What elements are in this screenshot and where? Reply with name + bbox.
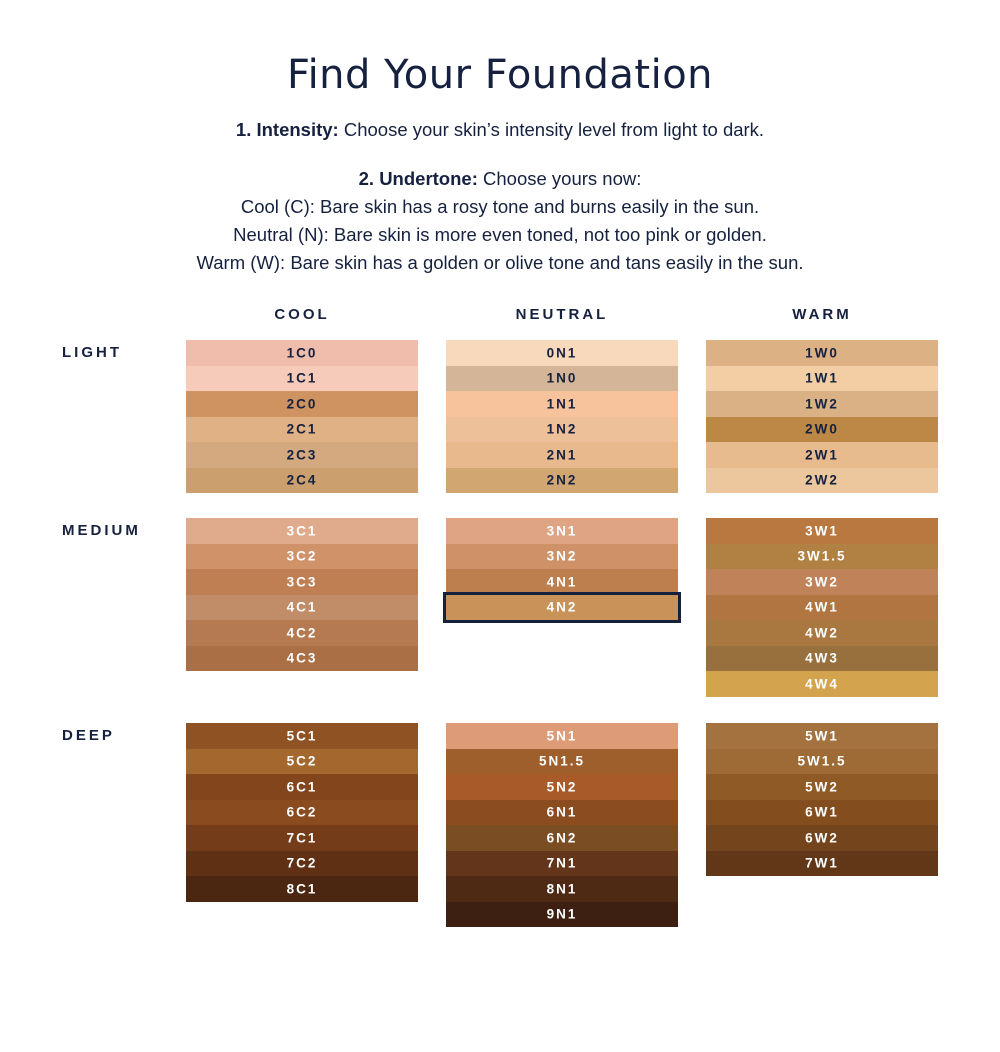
shade-name: 4W1 (805, 599, 839, 615)
shade-swatch[interactable] (186, 851, 418, 877)
shade-name: 1N0 (546, 370, 578, 386)
shade-swatch[interactable] (706, 646, 938, 672)
shade-swatch[interactable] (446, 544, 678, 570)
shade-swatch[interactable] (446, 569, 678, 595)
shade-swatch[interactable] (186, 774, 418, 800)
row-label-medium: MEDIUM (62, 522, 141, 539)
shade-name: 7C2 (286, 855, 318, 871)
shade-swatch[interactable] (706, 340, 938, 366)
shade-name: 7W1 (805, 855, 839, 871)
shade-swatch[interactable] (446, 391, 678, 417)
column-header-neutral: NEUTRAL (515, 306, 609, 323)
shade-swatch[interactable] (706, 774, 938, 800)
shade-name: 2C1 (286, 421, 318, 437)
shade-name: 3N2 (546, 548, 578, 564)
swatch-stack-deep-cool (186, 723, 418, 902)
step-1-label: 1. Intensity: (235, 119, 339, 140)
shade-swatch[interactable] (186, 595, 418, 621)
shade-name: 5W1.5 (797, 753, 847, 769)
shade-swatch[interactable] (186, 825, 418, 851)
shade-swatch[interactable] (186, 366, 418, 392)
shade-name: 2C0 (286, 396, 318, 412)
shade-name: 6N1 (546, 804, 578, 820)
shade-name: 9N1 (546, 906, 578, 922)
shade-name: 2W2 (805, 472, 839, 488)
shade-name: 2N2 (546, 472, 578, 488)
shade-name: 4N1 (546, 574, 578, 590)
column-header-cool: COOL (274, 306, 330, 323)
step-2-text: Choose yours now: (483, 168, 642, 189)
instruction-step-2 (0, 165, 1000, 192)
shade-swatch[interactable] (186, 391, 418, 417)
shade-swatch[interactable] (446, 723, 678, 749)
shade-swatch[interactable] (446, 620, 678, 646)
shade-name: 5N2 (546, 779, 578, 795)
shade-name: 2W0 (805, 421, 839, 437)
shade-swatch[interactable] (186, 876, 418, 902)
shade-swatch[interactable] (446, 876, 678, 902)
shade-swatch[interactable] (706, 569, 938, 595)
shade-swatch[interactable] (446, 366, 678, 392)
shade-swatch[interactable] (706, 671, 938, 697)
shade-name: 5W1 (805, 728, 839, 744)
instructions (0, 116, 1000, 276)
foundation-shade-finder (0, 52, 1000, 1052)
shade-swatch[interactable] (186, 800, 418, 826)
shade-name: 3C3 (286, 574, 318, 590)
shade-swatch[interactable] (706, 800, 938, 826)
shade-name: 1W0 (805, 345, 839, 361)
undertone-warm-description: Warm (W): Bare skin has a golden or olive tone and tans easily in the sun. (196, 252, 804, 273)
shade-name: 2W1 (805, 447, 839, 463)
shade-swatch[interactable] (446, 851, 678, 877)
shade-name: 3W1 (805, 523, 839, 539)
shade-name: 4N2 (546, 599, 578, 615)
shade-name: 3C1 (286, 523, 318, 539)
shade-name: 4W3 (805, 650, 839, 666)
shade-swatch[interactable] (706, 851, 938, 877)
instruction-step-1 (0, 116, 1000, 143)
swatch-stack-light-cool (186, 340, 418, 493)
shade-name: 6C2 (286, 804, 318, 820)
shade-name: 6N2 (546, 830, 578, 846)
shade-name: 4W2 (805, 625, 839, 641)
shade-swatch[interactable] (446, 595, 678, 621)
shade-swatch[interactable] (186, 620, 418, 646)
shade-name: 0N1 (546, 345, 578, 361)
shade-name: 1N1 (546, 396, 578, 412)
swatch-stack-medium-cool (186, 518, 418, 671)
column-header-warm: WARM (792, 306, 852, 323)
shade-swatch[interactable] (706, 825, 938, 851)
swatch-stack-deep-neutral (446, 723, 678, 927)
page-title: Find Your Foundation (286, 52, 714, 98)
shade-name: 3N1 (546, 523, 578, 539)
shade-swatch[interactable] (706, 468, 938, 494)
shade-swatch[interactable] (706, 749, 938, 775)
shade-name: 1N2 (546, 421, 578, 437)
shade-name: 2C4 (286, 472, 318, 488)
shade-swatch[interactable] (186, 417, 418, 443)
shade-name: 3W1.5 (797, 548, 847, 564)
undertone-cool-description: Cool (C): Bare skin has a rosy tone and burns easily in the sun. (240, 196, 760, 217)
shade-name: 4W4 (805, 676, 839, 692)
shade-swatch[interactable] (186, 749, 418, 775)
shade-swatch[interactable] (706, 723, 938, 749)
shade-name: 4C1 (286, 599, 318, 615)
shade-name: 3C2 (286, 548, 318, 564)
shade-swatch[interactable] (706, 417, 938, 443)
shade-name: 5C1 (286, 728, 318, 744)
shade-name: 5N1 (546, 728, 578, 744)
row-deep (0, 713, 1000, 933)
shade-name: 6C1 (286, 779, 318, 795)
row-light (0, 328, 1000, 508)
column-headers (0, 302, 1000, 328)
shade-name: 2C3 (286, 447, 318, 463)
shade-name: 4N3 (546, 625, 578, 641)
shade-swatch[interactable] (706, 442, 938, 468)
shade-swatch[interactable] (186, 569, 418, 595)
shade-swatch[interactable] (706, 544, 938, 570)
shade-swatch[interactable] (446, 468, 678, 494)
shade-swatch[interactable] (186, 544, 418, 570)
shade-name: 1W2 (805, 396, 839, 412)
shade-name: 5W2 (805, 779, 839, 795)
undertone-neutral-description: Neutral (N): Bare skin is more even toned, not too pink or golden. (233, 224, 767, 245)
shade-swatch[interactable] (446, 417, 678, 443)
shade-name: 5N1.5 (538, 753, 586, 769)
shade-swatch[interactable] (186, 723, 418, 749)
shade-name: 6W1 (805, 804, 839, 820)
shade-name: 5C2 (286, 753, 318, 769)
shade-name: 1W1 (805, 370, 839, 386)
step-2-label: 2. Undertone: (358, 168, 478, 189)
shade-name: 4C2 (286, 625, 318, 641)
swatch-stack-deep-warm (706, 723, 938, 876)
row-label-light: LIGHT (62, 344, 122, 361)
shade-name: 2N1 (546, 447, 578, 463)
swatch-stack-light-neutral (446, 340, 678, 493)
shade-name: 1C1 (286, 370, 318, 386)
shade-swatch[interactable] (446, 340, 678, 366)
swatch-stack-light-warm (706, 340, 938, 493)
shade-name: 8N1 (546, 881, 578, 897)
shade-name: 4C3 (286, 650, 318, 666)
shade-grid (0, 302, 1000, 933)
shade-name: 8C1 (286, 881, 318, 897)
shade-swatch[interactable] (186, 646, 418, 672)
shade-name: 6W2 (805, 830, 839, 846)
step-1-text: Choose your skin’s intensity level from light to dark. (343, 119, 765, 140)
shade-swatch[interactable] (186, 518, 418, 544)
shade-swatch[interactable] (706, 366, 938, 392)
shade-swatch[interactable] (446, 774, 678, 800)
shade-swatch[interactable] (446, 902, 678, 928)
shade-swatch[interactable] (186, 442, 418, 468)
shade-name: 7N1 (546, 855, 578, 871)
shade-swatch[interactable] (446, 825, 678, 851)
shade-name: 1C0 (286, 345, 318, 361)
swatch-stack-medium-warm (706, 518, 938, 697)
shade-swatch[interactable] (706, 518, 938, 544)
shade-swatch[interactable] (446, 800, 678, 826)
shade-name: 7C1 (286, 830, 318, 846)
shade-swatch[interactable] (186, 340, 418, 366)
shade-swatch[interactable] (706, 391, 938, 417)
shade-swatch[interactable] (446, 518, 678, 544)
shade-swatch[interactable] (186, 468, 418, 494)
shade-swatch[interactable] (446, 442, 678, 468)
row-label-deep: DEEP (62, 727, 115, 744)
swatch-stack-medium-neutral (446, 518, 678, 646)
shade-swatch[interactable] (706, 620, 938, 646)
shade-swatch[interactable] (446, 749, 678, 775)
row-medium (0, 508, 1000, 713)
shade-swatch[interactable] (706, 595, 938, 621)
shade-name: 3W2 (805, 574, 839, 590)
